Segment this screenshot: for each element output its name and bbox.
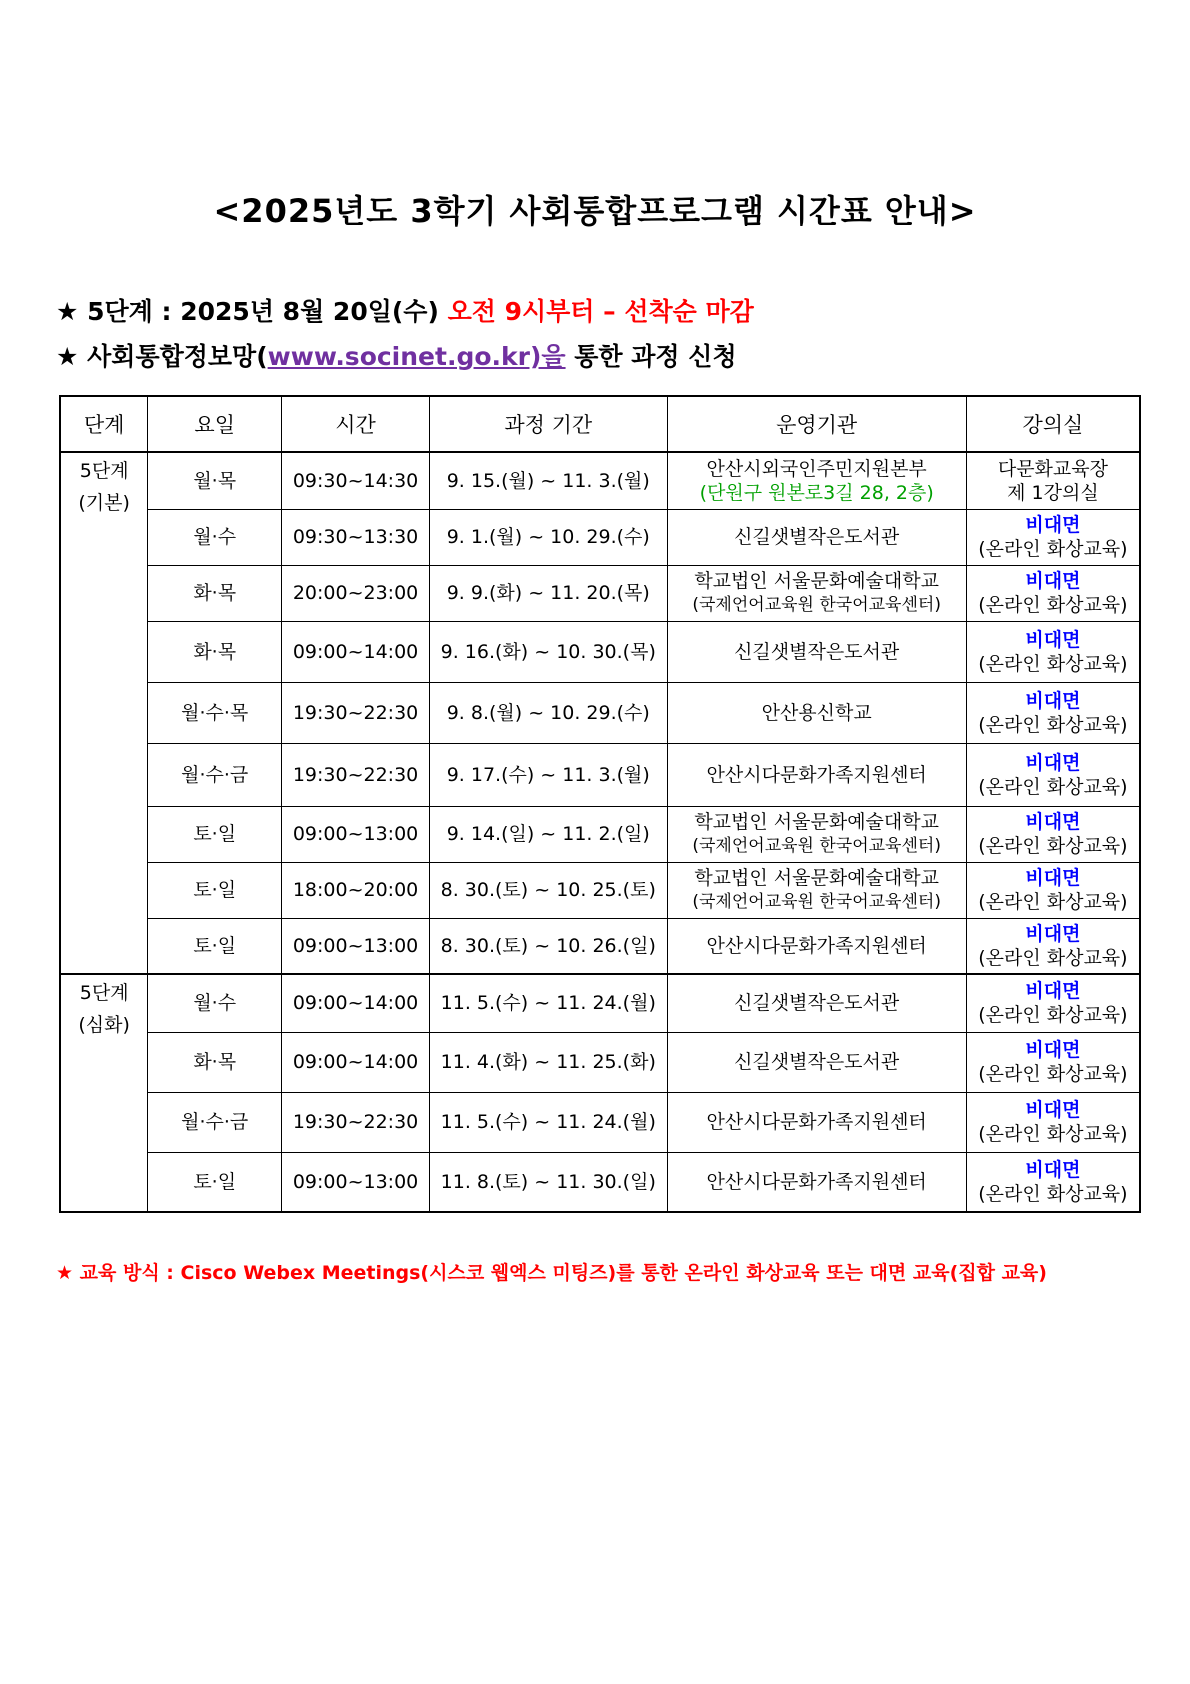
organization-cell [667, 974, 966, 1032]
classroom-detail: (온라인 화상교육) [978, 652, 1128, 675]
classroom-cell [966, 743, 1140, 806]
period-cell: 8. 30.(토) ~ 10. 25.(토) [430, 862, 667, 918]
classroom-cell [966, 862, 1140, 918]
organization-cell [667, 621, 966, 682]
days-cell: 화·목 [148, 1032, 282, 1092]
header-classroom: 강의실 [966, 396, 1140, 452]
period-cell: 11. 4.(화) ~ 11. 25.(화) [430, 1032, 667, 1092]
table-row [60, 806, 1140, 862]
classroom-name: 비대면 [1025, 751, 1081, 774]
classroom-detail: (온라인 화상교육) [978, 1182, 1128, 1205]
organization-cell [667, 565, 966, 621]
organization-cell [667, 862, 966, 918]
classroom-cell [966, 1152, 1140, 1212]
time-cell: 09:30~14:30 [282, 452, 430, 509]
organization-department: (국제언어교육원 한국어교육센터) [692, 836, 941, 856]
notice-application [56, 337, 737, 373]
classroom-name: 비대면 [1025, 514, 1081, 536]
days-cell: 토·일 [148, 806, 282, 862]
classroom-cell [966, 509, 1140, 565]
days-cell: 월·수·금 [148, 743, 282, 806]
time-cell: 20:00~23:00 [282, 565, 430, 621]
table-header-row [60, 396, 1140, 452]
organization-cell [667, 1152, 966, 1212]
classroom-detail: (온라인 화상교육) [978, 946, 1128, 969]
organization-name: 학교법인 서울문화예술대학교 [694, 867, 939, 889]
organization-cell [667, 1032, 966, 1092]
classroom-name: 비대면 [1025, 1158, 1081, 1181]
notice-application-prefix: 사회통합정보망( [87, 342, 268, 371]
classroom-detail: (온라인 화상교육) [978, 1123, 1128, 1145]
table-row [60, 918, 1140, 974]
table-row [60, 1152, 1140, 1212]
classroom-name: 비대면 [1025, 980, 1081, 1003]
period-cell: 9. 14.(일) ~ 11. 2.(일) [430, 806, 667, 862]
header-time: 시간 [282, 396, 430, 452]
header-stage: 단계 [60, 396, 148, 452]
days-cell: 토·일 [148, 1152, 282, 1212]
notice-application-suffix: 통한 과정 신청 [574, 342, 737, 371]
classroom-name: 비대면 [1025, 811, 1081, 833]
classroom-name: 비대면 [1025, 922, 1081, 945]
stage-advanced-level: 5단계 [79, 982, 129, 1004]
period-cell: 11. 5.(수) ~ 11. 24.(월) [430, 1092, 667, 1152]
table-row [60, 1092, 1140, 1152]
time-cell: 09:00~14:00 [282, 974, 430, 1032]
organization-name: 신길샛별작은도서관 [734, 640, 900, 663]
classroom-name: 비대면 [1025, 628, 1081, 651]
classroom-cell [966, 565, 1140, 621]
classroom-detail: (온라인 화상교육) [978, 1063, 1128, 1085]
classroom-detail: (온라인 화상교육) [978, 1004, 1128, 1027]
period-cell: 9. 16.(화) ~ 10. 30.(목) [430, 621, 667, 682]
classroom-detail: (온라인 화상교육) [978, 775, 1128, 798]
organization-name: 안산용신학교 [761, 701, 872, 724]
period-cell: 9. 9.(화) ~ 11. 20.(목) [430, 565, 667, 621]
classroom-detail: (온라인 화상교육) [978, 538, 1128, 560]
organization-cell [667, 682, 966, 743]
time-cell: 19:30~22:30 [282, 743, 430, 806]
period-cell: 9. 8.(월) ~ 10. 29.(수) [430, 682, 667, 743]
notice-schedule-deadline: 오전 9시부터 – 선착순 마감 [447, 297, 754, 326]
organization-cell [667, 806, 966, 862]
time-cell: 09:00~14:00 [282, 1032, 430, 1092]
table-row [60, 743, 1140, 806]
organization-cell [667, 743, 966, 806]
days-cell: 월·수·금 [148, 1092, 282, 1152]
time-cell: 09:00~13:00 [282, 1152, 430, 1212]
period-cell: 8. 30.(토) ~ 10. 26.(일) [430, 918, 667, 974]
organization-name: 안산시다문화가족지원센터 [706, 1111, 927, 1133]
classroom-detail: (온라인 화상교육) [978, 835, 1128, 857]
time-cell: 09:00~13:00 [282, 806, 430, 862]
time-cell: 18:00~20:00 [282, 862, 430, 918]
table-row [60, 509, 1140, 565]
star-icon: ★ [56, 342, 79, 371]
classroom-cell [966, 452, 1140, 509]
stage-advanced-cell [60, 974, 148, 1212]
classroom-cell [966, 918, 1140, 974]
classroom-detail: 제 1강의실 [1007, 481, 1099, 504]
classroom-name: 비대면 [1025, 689, 1081, 712]
period-cell: 9. 17.(수) ~ 11. 3.(월) [430, 743, 667, 806]
organization-name: 신길샛별작은도서관 [734, 992, 900, 1015]
organization-cell [667, 509, 966, 565]
classroom-name: 비대면 [1025, 1039, 1081, 1061]
star-icon: ★ [56, 297, 79, 326]
period-cell: 11. 5.(수) ~ 11. 24.(월) [430, 974, 667, 1032]
time-cell: 19:30~22:30 [282, 1092, 430, 1152]
organization-name: 안산시다문화가족지원센터 [706, 1170, 927, 1193]
time-cell: 09:00~14:00 [282, 621, 430, 682]
classroom-cell [966, 682, 1140, 743]
organization-department: (국제언어교육원 한국어교육센터) [692, 892, 941, 912]
organization-cell [667, 452, 966, 509]
organization-name: 학교법인 서울문화예술대학교 [694, 570, 939, 592]
header-organization: 운영기관 [667, 396, 966, 452]
organization-name: 신길샛별작은도서관 [734, 1051, 900, 1073]
organization-name: 학교법인 서울문화예술대학교 [694, 811, 939, 833]
notice-schedule [56, 292, 754, 328]
notice-schedule-date: 5단계 : 2025년 8월 20일(수) [87, 297, 439, 326]
classroom-detail: (온라인 화상교육) [978, 713, 1128, 736]
classroom-name: 비대면 [1025, 1099, 1081, 1121]
table-row [60, 565, 1140, 621]
time-cell: 19:30~22:30 [282, 682, 430, 743]
table-row [60, 682, 1140, 743]
stage-basic-cell [60, 452, 148, 974]
classroom-name: 비대면 [1025, 867, 1081, 889]
organization-cell [667, 918, 966, 974]
days-cell: 월·수 [148, 974, 282, 1032]
table-row [60, 621, 1140, 682]
days-cell: 화·목 [148, 621, 282, 682]
classroom-detail: (온라인 화상교육) [978, 891, 1128, 913]
classroom-cell [966, 974, 1140, 1032]
table-row [60, 1032, 1140, 1092]
education-method-note: ★ 교육 방식 : Cisco Webex Meetings(시스코 웹엑스 미팅즈)를 통한 온라인 화상교육 또는 대면 교육(집합 교육) [56, 1262, 1047, 1284]
table-row [60, 862, 1140, 918]
organization-name: 안산시외국인주민지원본부 [706, 457, 927, 480]
classroom-cell [966, 806, 1140, 862]
organization-cell [667, 1092, 966, 1152]
organization-name: 신길샛별작은도서관 [734, 526, 900, 548]
table-row [60, 974, 1140, 1032]
classroom-cell [966, 621, 1140, 682]
header-period: 과정 기간 [430, 396, 667, 452]
days-cell: 월·수·목 [148, 682, 282, 743]
stage-basic-level: 5단계 [79, 460, 129, 482]
schedule-table [59, 395, 1141, 1213]
organization-address: (단원구 원본로3길 28, 2층) [699, 481, 934, 504]
days-cell: 월·목 [148, 452, 282, 509]
header-days: 요일 [148, 396, 282, 452]
period-cell: 9. 1.(월) ~ 10. 29.(수) [430, 509, 667, 565]
page-title: <2025년도 3학기 사회통합프로그램 시간표 안내> [213, 192, 977, 230]
stage-advanced-type: (심화) [78, 1014, 130, 1036]
days-cell: 화·목 [148, 565, 282, 621]
table-row [60, 452, 1140, 509]
classroom-detail: (온라인 화상교육) [978, 594, 1128, 616]
days-cell: 월·수 [148, 509, 282, 565]
socinet-link[interactable]: www.socinet.go.kr)을 [267, 342, 566, 371]
organization-name: 안산시다문화가족지원센터 [706, 763, 927, 786]
classroom-cell [966, 1092, 1140, 1152]
time-cell: 09:30~13:30 [282, 509, 430, 565]
time-cell: 09:00~13:00 [282, 918, 430, 974]
classroom-name: 비대면 [1025, 570, 1081, 592]
classroom-name: 다문화교육장 [997, 457, 1108, 480]
organization-name: 안산시다문화가족지원센터 [706, 934, 927, 957]
stage-basic-type: (기본) [78, 492, 130, 514]
classroom-cell [966, 1032, 1140, 1092]
period-cell: 11. 8.(토) ~ 11. 30.(일) [430, 1152, 667, 1212]
organization-department: (국제언어교육원 한국어교육센터) [692, 595, 941, 615]
period-cell: 9. 15.(월) ~ 11. 3.(월) [430, 452, 667, 509]
days-cell: 토·일 [148, 918, 282, 974]
days-cell: 토·일 [148, 862, 282, 918]
